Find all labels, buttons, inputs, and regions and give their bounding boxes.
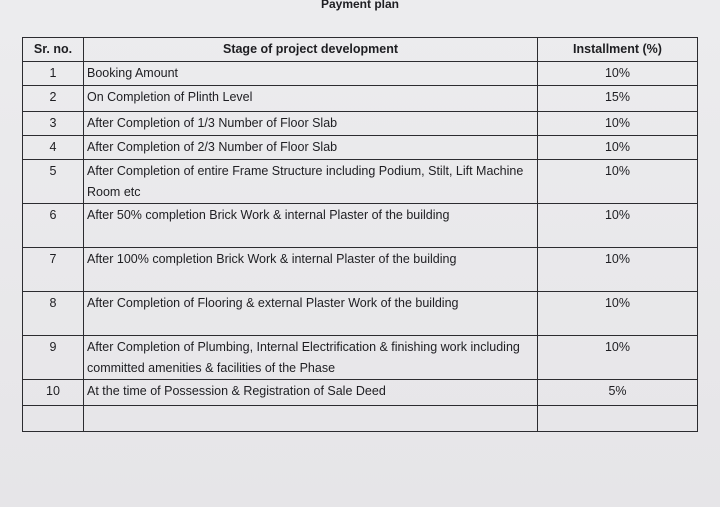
row-installment: 5%: [538, 380, 698, 406]
row-stage: At the time of Possession & Registration of Sale Deed: [84, 380, 538, 406]
table-header-row: [23, 38, 698, 62]
row-sr-no: 7: [23, 248, 84, 292]
row-stage-empty: [84, 406, 538, 432]
payment-plan-table: [22, 37, 698, 432]
row-stage: After Completion of 2/3 Number of Floor Slab: [84, 136, 538, 160]
row-installment: 15%: [538, 86, 698, 112]
table-row: [23, 86, 698, 112]
row-sr-no: 8: [23, 292, 84, 336]
row-sr-no: 10: [23, 380, 84, 406]
table-row: [23, 336, 698, 380]
page-title: Payment plan: [320, 0, 400, 11]
table-row-empty: [23, 406, 698, 432]
table-row: [23, 112, 698, 136]
row-installment: 10%: [538, 292, 698, 336]
row-sr-no: 3: [23, 112, 84, 136]
row-stage: After 50% completion Brick Work & internal Plaster of the building: [84, 204, 538, 248]
table-row: [23, 380, 698, 406]
row-installment: 10%: [538, 112, 698, 136]
row-stage: After Completion of entire Frame Structure including Podium, Stilt, Lift Machine Room etc: [84, 160, 538, 204]
table-row: [23, 248, 698, 292]
row-installment: 10%: [538, 248, 698, 292]
row-stage: On Completion of Plinth Level: [84, 86, 538, 112]
header-sr-no: Sr. no.: [23, 38, 84, 62]
table-row: [23, 204, 698, 248]
row-stage: Booking Amount: [84, 62, 538, 86]
row-installment: 10%: [538, 136, 698, 160]
table-row: [23, 136, 698, 160]
row-stage: After 100% completion Brick Work & internal Plaster of the building: [84, 248, 538, 292]
table-row: [23, 160, 698, 204]
header-stage: Stage of project development: [84, 38, 538, 62]
row-stage: After Completion of 1/3 Number of Floor Slab: [84, 112, 538, 136]
row-installment: 10%: [538, 62, 698, 86]
row-sr-no: 1: [23, 62, 84, 86]
row-installment: 10%: [538, 160, 698, 204]
row-sr-no: 2: [23, 86, 84, 112]
row-stage: After Completion of Plumbing, Internal Electrification & finishing work including committed amenities & facilities of the Phase: [84, 336, 538, 380]
row-sr-no: 9: [23, 336, 84, 380]
row-installment: 10%: [538, 204, 698, 248]
row-stage: After Completion of Flooring & external Plaster Work of the building: [84, 292, 538, 336]
table-row: [23, 62, 698, 86]
row-sr-no: 6: [23, 204, 84, 248]
header-installment: Installment (%): [538, 38, 698, 62]
table-row: [23, 292, 698, 336]
row-sr-no: 5: [23, 160, 84, 204]
row-sr-no: 4: [23, 136, 84, 160]
row-installment-empty: [538, 406, 698, 432]
row-sr-no-empty: [23, 406, 84, 432]
row-installment: 10%: [538, 336, 698, 380]
